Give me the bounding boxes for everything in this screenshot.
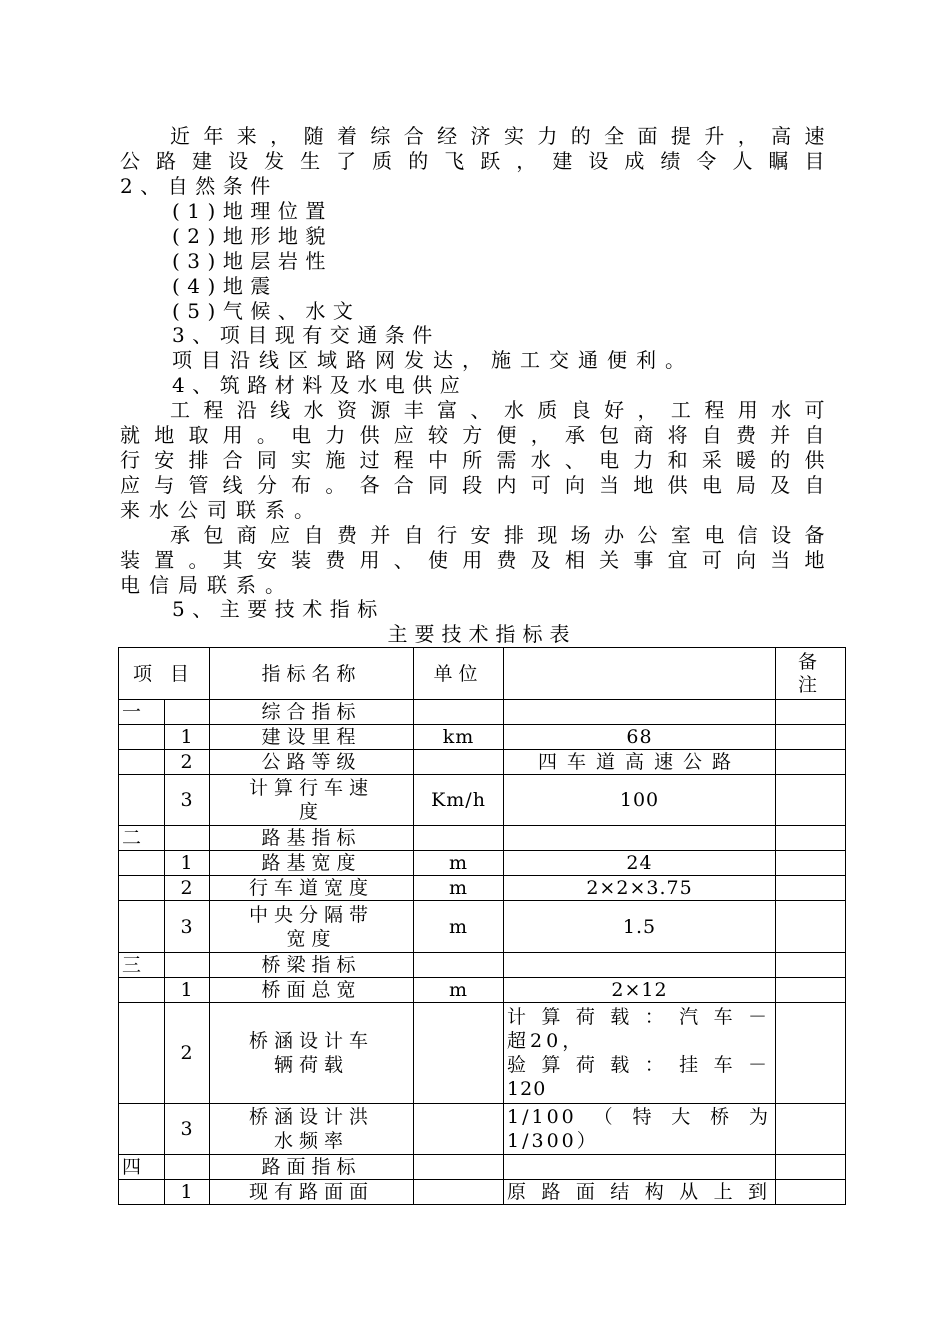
row-remark [776, 725, 846, 750]
row-value-line-1: 1/100（特大桥为 [507, 1106, 772, 1128]
row-remark [776, 978, 846, 1003]
row-group-no [119, 1104, 165, 1155]
row-sub-no: 3 [165, 775, 210, 826]
table-header-row [119, 648, 846, 700]
header-remark [776, 648, 846, 700]
intro-line-1: 近年来，随着综合经济实力的全面提升，高速 [170, 124, 832, 148]
section-4-para1-line2: 就地取用。电力供应较方便，承包商将自费并自 [120, 423, 832, 447]
table-row [119, 725, 846, 750]
subsection-1: (1)地理位置 [172, 199, 333, 223]
row-indicator-name [210, 901, 414, 953]
row-unit [414, 1104, 504, 1155]
row-value [504, 1155, 776, 1180]
row-indicator-name-line-1: 桥涵设计车 [249, 1030, 375, 1052]
header-name: 指标名称 [210, 648, 414, 700]
row-sub-no: 2 [165, 750, 210, 775]
row-group-no [119, 1003, 165, 1104]
row-group-no [119, 1180, 165, 1205]
table-row [119, 978, 846, 1003]
row-indicator-name-line-2: 度 [299, 801, 325, 823]
row-value [504, 1180, 776, 1205]
row-value [504, 700, 776, 725]
row-indicator-name: 路面指标 [210, 1155, 414, 1180]
table-row [119, 851, 846, 876]
table-row [119, 1003, 846, 1104]
section-3-heading: 3、项目现有交通条件 [172, 323, 440, 347]
table-row [119, 953, 846, 978]
row-sub-no: 1 [165, 851, 210, 876]
table-row [119, 775, 846, 826]
subsection-5: (5)气候、水文 [172, 299, 361, 323]
row-remark [776, 1104, 846, 1155]
row-value-line-3: 验算荷载：挂车－ [507, 1054, 772, 1076]
row-sub-no: 1 [165, 725, 210, 750]
row-group-no: 二 [119, 826, 165, 851]
row-indicator-name: 现有路面面 [210, 1180, 414, 1205]
row-indicator-name-line-1: 中央分隔带 [249, 903, 375, 926]
row-indicator-name [210, 1003, 414, 1104]
row-value: 2×2×3.75 [504, 876, 776, 901]
subsection-4: (4)地震 [172, 274, 278, 298]
row-unit [414, 1155, 504, 1180]
row-indicator-name-line-2: 辆荷载 [274, 1054, 350, 1076]
row-indicator-name: 综合指标 [210, 700, 414, 725]
row-unit [414, 1003, 504, 1104]
row-sub-no [165, 826, 210, 851]
row-group-no: 三 [119, 953, 165, 978]
row-sub-no: 1 [165, 1180, 210, 1205]
row-group-no [119, 750, 165, 775]
table-caption: 主要技术指标表 [387, 622, 577, 646]
row-group-no [119, 876, 165, 901]
row-value: 24 [504, 851, 776, 876]
row-unit [414, 953, 504, 978]
section-4-para1-line4: 应与管线分布。各合同段内可向当地供电局及自 [120, 473, 832, 497]
row-unit [414, 1180, 504, 1205]
section-4-para2-line1: 承包商应自费并自行安排现场办公室电信设备 [170, 523, 832, 547]
row-value: 68 [504, 725, 776, 750]
row-unit [414, 700, 504, 725]
row-sub-no [165, 700, 210, 725]
row-remark [776, 700, 846, 725]
section-3-text: 项目沿线区域路网发达，施工交通便利。 [172, 348, 694, 372]
section-4-para1-line5: 来水公司联系。 [120, 498, 323, 522]
header-remark-line-1: 备 [798, 650, 824, 673]
row-value [504, 826, 776, 851]
row-unit: Km/h [414, 775, 504, 826]
row-group-no [119, 851, 165, 876]
row-group-no [119, 725, 165, 750]
row-indicator-name: 行车道宽度 [210, 876, 414, 901]
section-4-para2-line3: 电信局联系。 [120, 573, 294, 597]
row-group-no [119, 775, 165, 826]
section-4-para1-line1: 工程沿线水资源丰富、水质良好，工程用水可 [170, 398, 832, 422]
row-unit: km [414, 725, 504, 750]
header-value [504, 648, 776, 700]
row-sub-no [165, 953, 210, 978]
row-indicator-name [210, 775, 414, 826]
row-remark [776, 1180, 846, 1205]
section-2-heading: 2、自然条件 [120, 174, 278, 198]
header-remark-line-2: 注 [798, 673, 824, 696]
row-value-line-1: 原路面结构从上到 [507, 1181, 772, 1203]
table-row [119, 901, 846, 953]
row-value: 2×12 [504, 978, 776, 1003]
row-remark [776, 750, 846, 775]
row-sub-no [165, 1155, 210, 1180]
row-sub-no: 1 [165, 978, 210, 1003]
row-value: 1.5 [504, 901, 776, 953]
row-value-line-2: 超20， [507, 1030, 586, 1052]
table-row [119, 826, 846, 851]
row-value-line-1: 计算荷载：汽车－ [507, 1006, 772, 1028]
row-remark [776, 1003, 846, 1104]
subsection-2: (2)地形地貌 [172, 224, 333, 248]
row-remark [776, 953, 846, 978]
section-4-para1-line3: 行安排合同实施过程中所需水、电力和采暖的供 [120, 448, 832, 472]
row-indicator-name: 路基宽度 [210, 851, 414, 876]
subsection-3: (3)地层岩性 [172, 249, 333, 273]
table-row [119, 1104, 846, 1155]
row-remark [776, 775, 846, 826]
row-value [504, 1003, 776, 1104]
row-indicator-name-line-2: 宽度 [286, 927, 337, 950]
row-unit: m [414, 851, 504, 876]
row-unit: m [414, 978, 504, 1003]
row-group-no [119, 978, 165, 1003]
row-unit [414, 750, 504, 775]
row-indicator-name-line-1: 桥涵设计洪 [249, 1106, 375, 1128]
table-row [119, 1180, 846, 1205]
row-sub-no: 2 [165, 876, 210, 901]
row-indicator-name: 桥梁指标 [210, 953, 414, 978]
table-row [119, 700, 846, 725]
row-sub-no: 2 [165, 1003, 210, 1104]
row-indicator-name: 桥面总宽 [210, 978, 414, 1003]
row-unit [414, 826, 504, 851]
row-remark [776, 851, 846, 876]
row-unit: m [414, 876, 504, 901]
tech-index-table [118, 647, 846, 1205]
row-value [504, 953, 776, 978]
row-group-no: 一 [119, 700, 165, 725]
row-group-no: 四 [119, 1155, 165, 1180]
row-sub-no: 3 [165, 1104, 210, 1155]
row-unit: m [414, 901, 504, 953]
table-row [119, 750, 846, 775]
section-4-heading: 4、筑路材料及水电供应 [172, 373, 468, 397]
row-remark [776, 1155, 846, 1180]
row-value: 100 [504, 775, 776, 826]
row-remark [776, 901, 846, 953]
row-remark [776, 826, 846, 851]
section-5-heading: 5、主要技术指标 [172, 597, 385, 621]
row-remark [776, 876, 846, 901]
row-value-line-2: 1/300） [507, 1130, 599, 1152]
table-row [119, 876, 846, 901]
row-value [504, 1104, 776, 1155]
row-indicator-name-line-2: 水频率 [274, 1130, 350, 1152]
row-value: 四车道高速公路 [504, 750, 776, 775]
row-sub-no: 3 [165, 901, 210, 953]
header-unit: 单位 [414, 648, 504, 700]
row-indicator-name-line-1: 计算行车速 [249, 777, 375, 799]
row-indicator-name [210, 1104, 414, 1155]
row-indicator-name: 建设里程 [210, 725, 414, 750]
table-row [119, 1155, 846, 1180]
header-item: 项 目 [119, 648, 210, 700]
intro-line-2: 公路建设发生了质的飞跃，建设成绩令人瞩目 [120, 149, 832, 173]
row-group-no [119, 901, 165, 953]
section-4-para2-line2: 装置。其安装费用、使用费及相关事宜可向当地 [120, 548, 832, 572]
row-indicator-name: 公路等级 [210, 750, 414, 775]
row-value-line-4: 120 [507, 1078, 547, 1100]
row-indicator-name: 路基指标 [210, 826, 414, 851]
